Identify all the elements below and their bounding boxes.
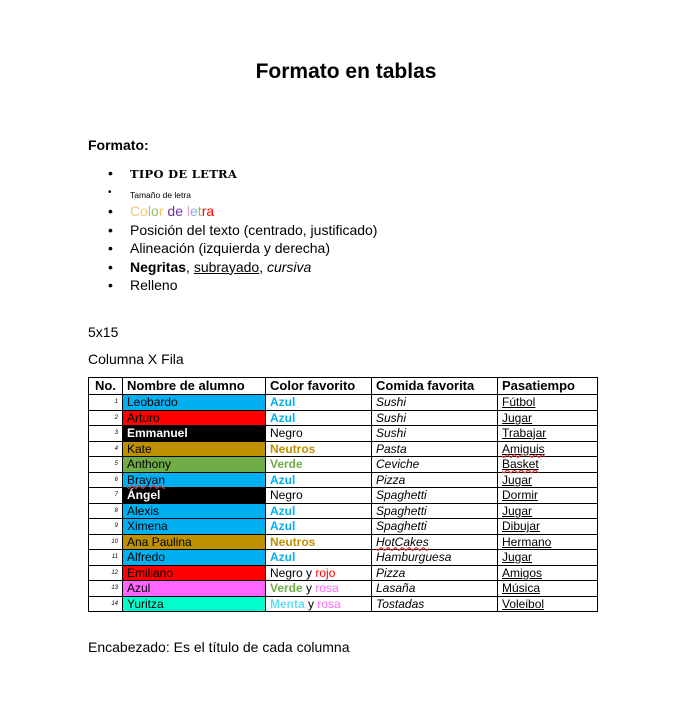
table-row: 6 Brayan Azul Pizza Jugar (89, 472, 598, 488)
list-item-posicion: • Posición del texto (centrado, justificado) (130, 221, 377, 240)
document-title: Formato en tablas (255, 60, 437, 83)
table-row: 14 Yuritza Menta y rosa Tostadas Voleibol (89, 596, 598, 612)
table-row: 7 Ángel Negro Spaghetti Dormir (89, 488, 598, 504)
footer-text: Encabezado: Es el título de cada columna (88, 639, 350, 655)
table-row: 2 Arturo Azul Sushi Jugar (89, 410, 598, 426)
columna-text: Columna X Fila (88, 351, 184, 367)
list-item-tipo: • TIPO DE LETRA (130, 164, 377, 184)
list-item-relleno: • Relleno (130, 276, 377, 295)
table-row: 13 Azul Verde y rosa Lasaña Música (89, 581, 598, 597)
table-row: 9 Ximena Azul Spaghetti Dibujar (89, 519, 598, 535)
list-item-color: • Color de letra (130, 202, 377, 221)
students-table (88, 377, 598, 612)
table-header-row (89, 378, 598, 395)
table-row: 5 Anthony Verde Ceviche Basket (89, 457, 598, 473)
table-row: 8 Alexis Azul Spaghetti Jugar (89, 503, 598, 519)
table-row: 4 Kate Neutros Pasta Amiguis (89, 441, 598, 457)
table-row: 10 Ana Paulina Neutros HotCakes Hermano (89, 534, 598, 550)
header-no: No. (89, 378, 123, 395)
header-food: Comida favorita (372, 378, 498, 395)
header-hobby: Pasatiempo (498, 378, 598, 395)
table-row: 1 Leobardo Azul Sushi Fútbol (89, 395, 598, 411)
header-color: Color favorito (266, 378, 372, 395)
format-list (88, 164, 377, 295)
size-text: 5x15 (88, 324, 119, 340)
table-row: 11 Alfredo Azul Hamburguesa Jugar (89, 550, 598, 566)
list-item-estilos: • Negritas, subrayado, cursiva (130, 258, 377, 277)
table-row: 12 Emiliano Negro y rojo Pizza Amigos (89, 565, 598, 581)
header-name: Nombre de alumno (123, 378, 266, 395)
format-heading: Formato: (88, 137, 149, 153)
list-item-tamano: • Tamaño de letra (130, 184, 377, 203)
list-item-alineacion: • Alineación (izquierda y derecha) (130, 239, 377, 258)
table-row: 3 Emmanuel Negro Sushi Trabajar (89, 426, 598, 442)
